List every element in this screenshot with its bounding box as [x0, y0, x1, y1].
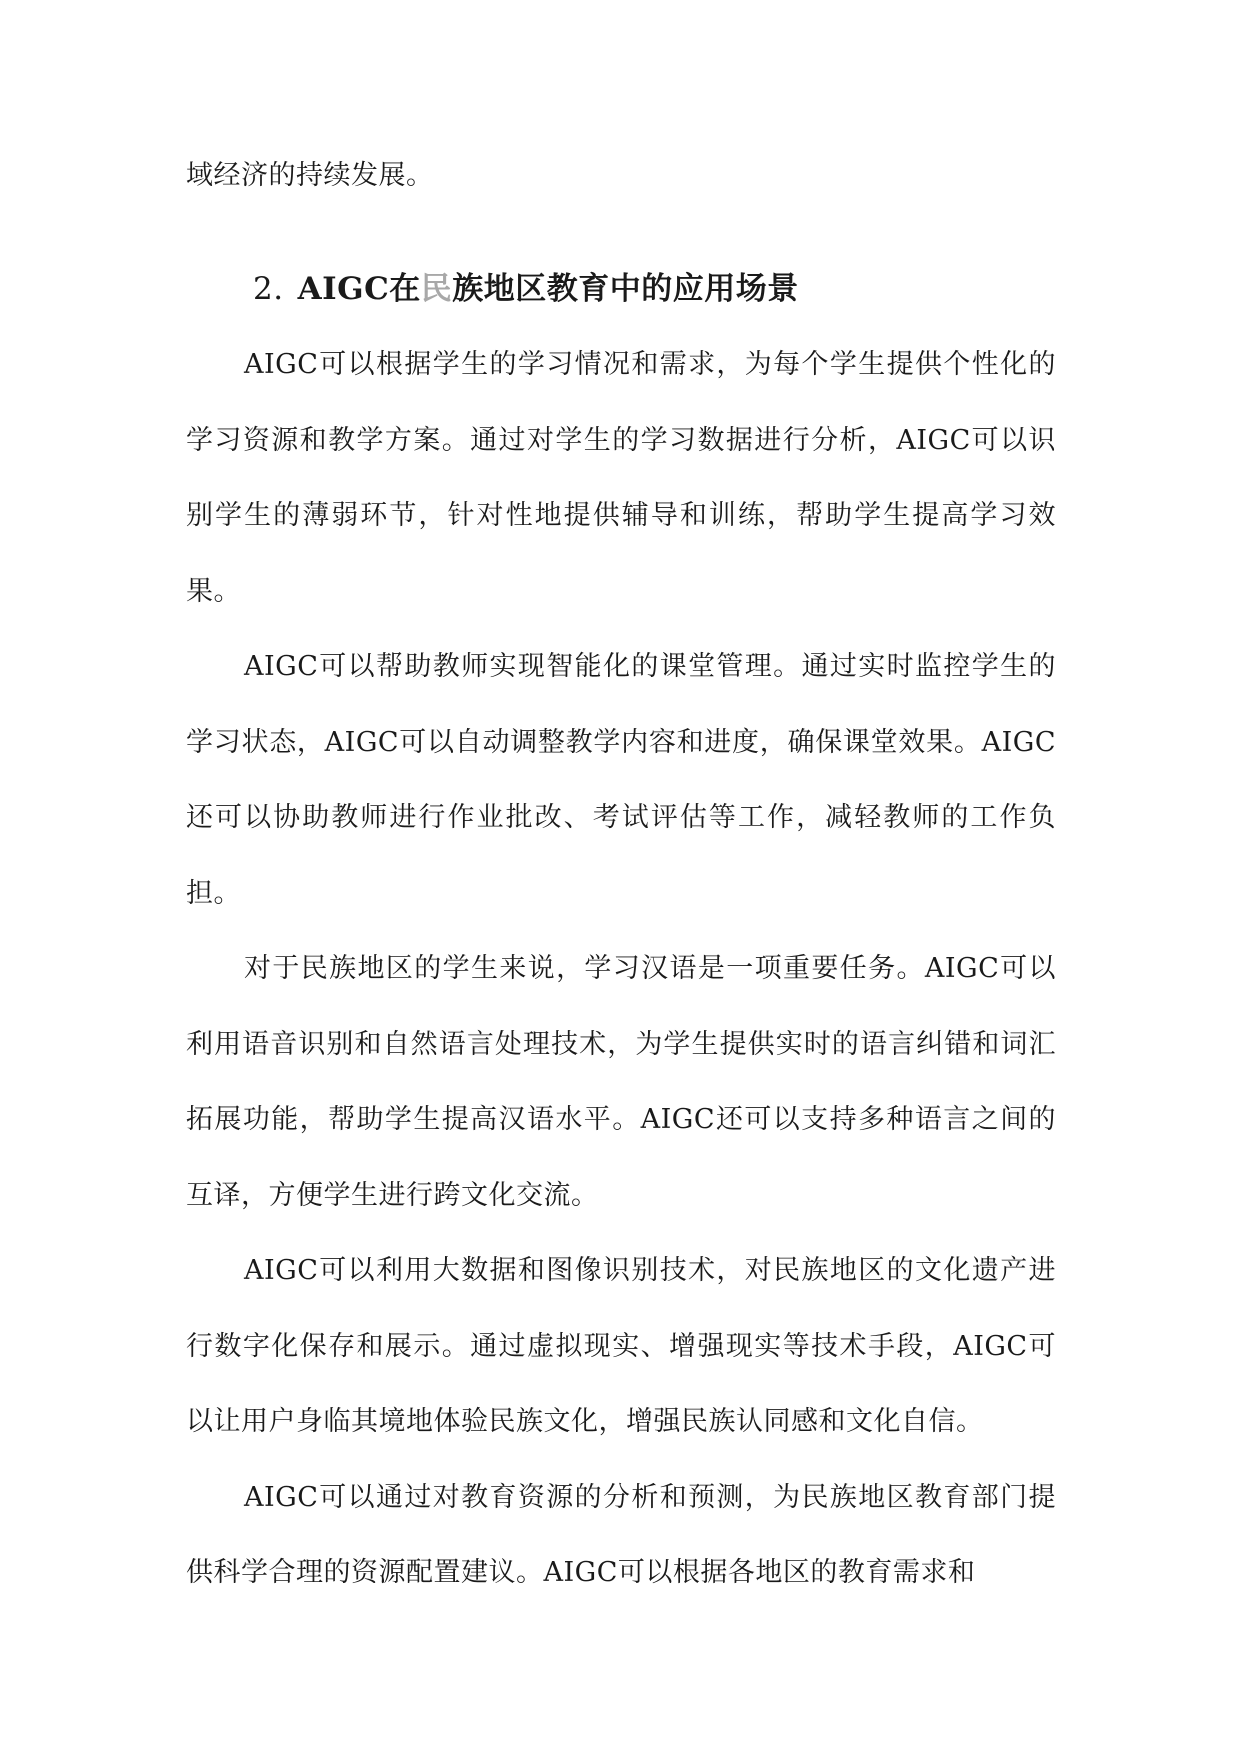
paragraph-cultural-heritage: AIGC可以利用大数据和图像识别技术，对民族地区的文化遗产进行数字化保存和展示。通过虚拟现实、增强现实等技术手段，AIGC可以让用户身临其境地体验民族文化，增强民族认同感和文化自信。: [186, 1255, 1056, 1437]
section-title-part-1: AIGC在: [297, 270, 421, 307]
paragraph-personalized-learning: AIGC可以根据学生的学习情况和需求，为每个学生提供个性化的学习资源和教学方案。通过对学生的学习数据进行分析，AIGC可以识别学生的薄弱环节，针对性地提供辅导和训练，帮助学生提高学习效果。: [186, 349, 1056, 607]
section-title-part-2: 族地区教育中的应用场景: [452, 270, 799, 307]
paragraph-language-learning: 对于民族地区的学生来说，学习汉语是一项重要任务。AIGC可以利用语音识别和自然语言处理技术，为学生提供实时的语言纠错和词汇拓展功能，帮助学生提高汉语水平。AIGC还可以支持多种语言之间的互译，方便学生进行跨文化交流。: [186, 953, 1056, 1211]
paragraph-resource-allocation: AIGC可以通过对教育资源的分析和预测，为民族地区教育部门提供科学合理的资源配置建议。AIGC可以根据各地区的教育需求和: [186, 1481, 1056, 1588]
section-title-faint-char: 民: [420, 270, 453, 307]
continuation-paragraph: 域经济的持续发展。: [186, 160, 434, 191]
section-heading: [186, 252, 1056, 328]
section-number: 2.: [253, 270, 284, 307]
paragraph-classroom-management: AIGC可以帮助教师实现智能化的课堂管理。通过实时监控学生的学习状态，AIGC可以自动调整教学内容和进度，确保课堂效果。AIGC还可以协助教师进行作业批改、考试评估等工作，减轻教师的工作负担。: [186, 651, 1056, 909]
document-body: [186, 138, 1056, 1611]
